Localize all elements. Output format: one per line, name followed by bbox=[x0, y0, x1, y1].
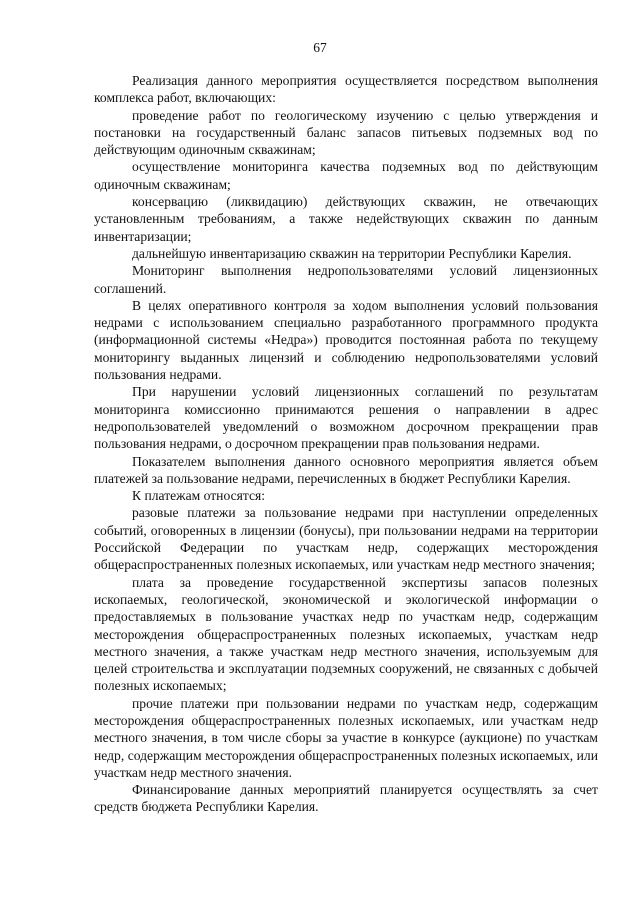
paragraph-inventory: дальнейшую инвентаризацию скважин на территории Республики Карелия. bbox=[132, 245, 572, 261]
paragraph-other-payments: прочие платежи при пользовании недрами по участкам недр, содержащим месторождения общераспространенных полезных ископаемых, или участкам недр местного значения, в том числе сборы за участие в конкурсе (аукционе) по участкам недр, содержащим месторождения общераспространенных полезных ископаемых, или участкам недр местного значения. bbox=[94, 695, 598, 780]
paragraph-operational-control: В целях оперативного контроля за ходом выполнения условий пользования недрами с использованием специально разработанного программного продукта (информационной системы «Недра») проводится постоянная работа по текущему мониторингу выданных лицензий и соблюдению недропользователями условий пользования недрами. bbox=[94, 297, 598, 383]
paragraph-one-time-payments: разовые платежи за пользование недрами при наступлении определенных событий, оговоренных в лицензии (бонусы), при пользовании недрами на территории Российской Федерации по участкам недр, содержащих месторождения общераспространенных полезных ископаемых, или участкам недр местного значения; bbox=[94, 505, 598, 573]
paragraph-payments-heading: К платежам относятся: bbox=[132, 488, 266, 504]
paragraph-monitoring-quality: осуществление мониторинга качества подземных вод по действующим одиночным скважинам; bbox=[94, 159, 598, 192]
paragraph-expertise-fee: плата за проведение государственной экспертизы запасов полезных ископаемых, геологической, экономической и экологической информации о предоставляемых в пользование участках недр по участкам недр, содержащим месторождения общераспространенных полезных ископаемых, участкам недр местного значения, а также участкам недр местного значения, используемым для целей строительства и эксплуатации подземных сооружений, не связанных с добычей полезных ископаемых; bbox=[94, 574, 598, 694]
paragraph-intro: Реализация данного мероприятия осуществляется посредством выполнения комплекса работ, включающих: bbox=[94, 73, 598, 106]
paragraph-conservation: консервацию (ликвидацию) действующих скважин, не отвечающих установленным требованиям, а также недействующих скважин по данным инвентаризации; bbox=[94, 194, 598, 244]
paragraph-financing: Финансирование данных мероприятий планируется осуществлять за счет средств бюджета Республики Карелия. bbox=[94, 782, 598, 815]
paragraph-license-monitoring: Мониторинг выполнения недропользователями условий лицензионных соглашений. bbox=[94, 263, 598, 296]
paragraph-geological-study: проведение работ по геологическому изучению с целью утверждения и постановки на государственный баланс запасов питьевых подземных вод по действующим одиночным скважинам; bbox=[94, 107, 598, 158]
document-body bbox=[94, 72, 598, 816]
paragraph-violations: При нарушении условий лицензионных соглашений по результатам мониторинга комиссионно принимаются решения о направлении в адрес недропользователей уведомлений о возможном досрочном прекращении прав пользования недрами, о досрочном прекращении прав пользования недрами. bbox=[94, 384, 598, 452]
paragraph-indicator: Показателем выполнения данного основного мероприятия является объем платежей за пользование недрами, перечисленных в бюджет Республики Карелия. bbox=[94, 453, 598, 486]
page-number: 67 bbox=[313, 40, 327, 55]
